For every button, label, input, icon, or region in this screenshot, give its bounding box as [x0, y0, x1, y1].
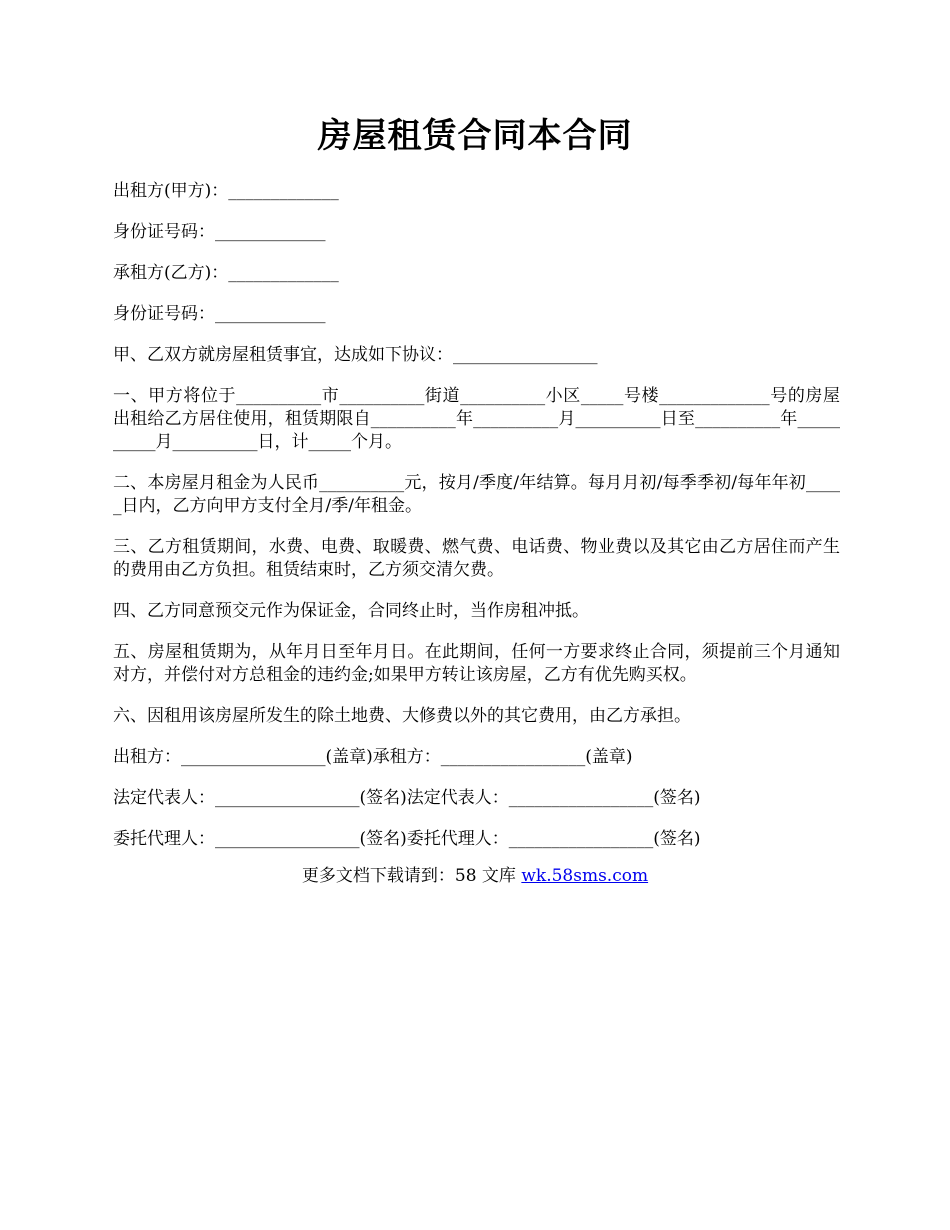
lessee-line: 承租方(乙方)：_____________	[113, 263, 339, 283]
clause-2: 二、本房屋月租金为人民币__________元，按月/季度/年结算。每月月初/每季季初/每年年初_____日内，乙方向甲方支付全月/季/年租金。	[113, 473, 840, 516]
clause-5: 五、房屋租赁期为，从年月日至年月日。在此期间，任何一方要求终止合同，须提前三个月通知对方，并偿付对方总租金的违约金;如果甲方转让该房屋，乙方有优先购买权。	[113, 642, 840, 685]
download-footer	[0, 865, 950, 888]
lessor-line: 出租方(甲方)：_____________	[113, 181, 339, 201]
clause-4: 四、乙方同意预交元作为保证金，合同终止时，当作房租冲抵。	[113, 601, 589, 621]
clause-3: 三、乙方租赁期间，水费、电费、取暖费、燃气费、电话费、物业费以及其它由乙方居住而产生的费用由乙方负担。租赁结束时，乙方须交清欠费。	[113, 537, 840, 580]
agent-signature-line: 委托代理人：_________________(签名)委托代理人：_________________(签名)	[113, 829, 701, 849]
agreement-intro: 甲、乙双方就房屋租赁事宜，达成如下协议：_________________	[113, 345, 598, 365]
clause-1: 一、甲方将位于__________市__________街道__________小区_____号楼_____________号的房屋出租给乙方居住使用，租赁期限自__________年__________月__________日至__________年__________月__________日，计_____个月。	[113, 386, 840, 452]
footer-text: 更多文档下载请到：58 文库	[301, 866, 522, 886]
lessee-id-line: 身份证号码：_____________	[113, 304, 326, 324]
party-signature-line: 出租方：_________________(盖章)承租方：_________________(盖章)	[113, 747, 633, 767]
clause-6: 六、因租用该房屋所发生的除土地费、大修费以外的其它费用，由乙方承担。	[113, 706, 691, 726]
lessor-id-line: 身份证号码：_____________	[113, 222, 326, 242]
document-body	[113, 180, 840, 869]
footer-link[interactable]: wk.58sms.com	[521, 866, 649, 886]
legal-rep-signature-line: 法定代表人：_________________(签名)法定代表人：_________________(签名)	[113, 788, 701, 808]
document-title: 房屋租赁合同本合同	[317, 116, 633, 156]
